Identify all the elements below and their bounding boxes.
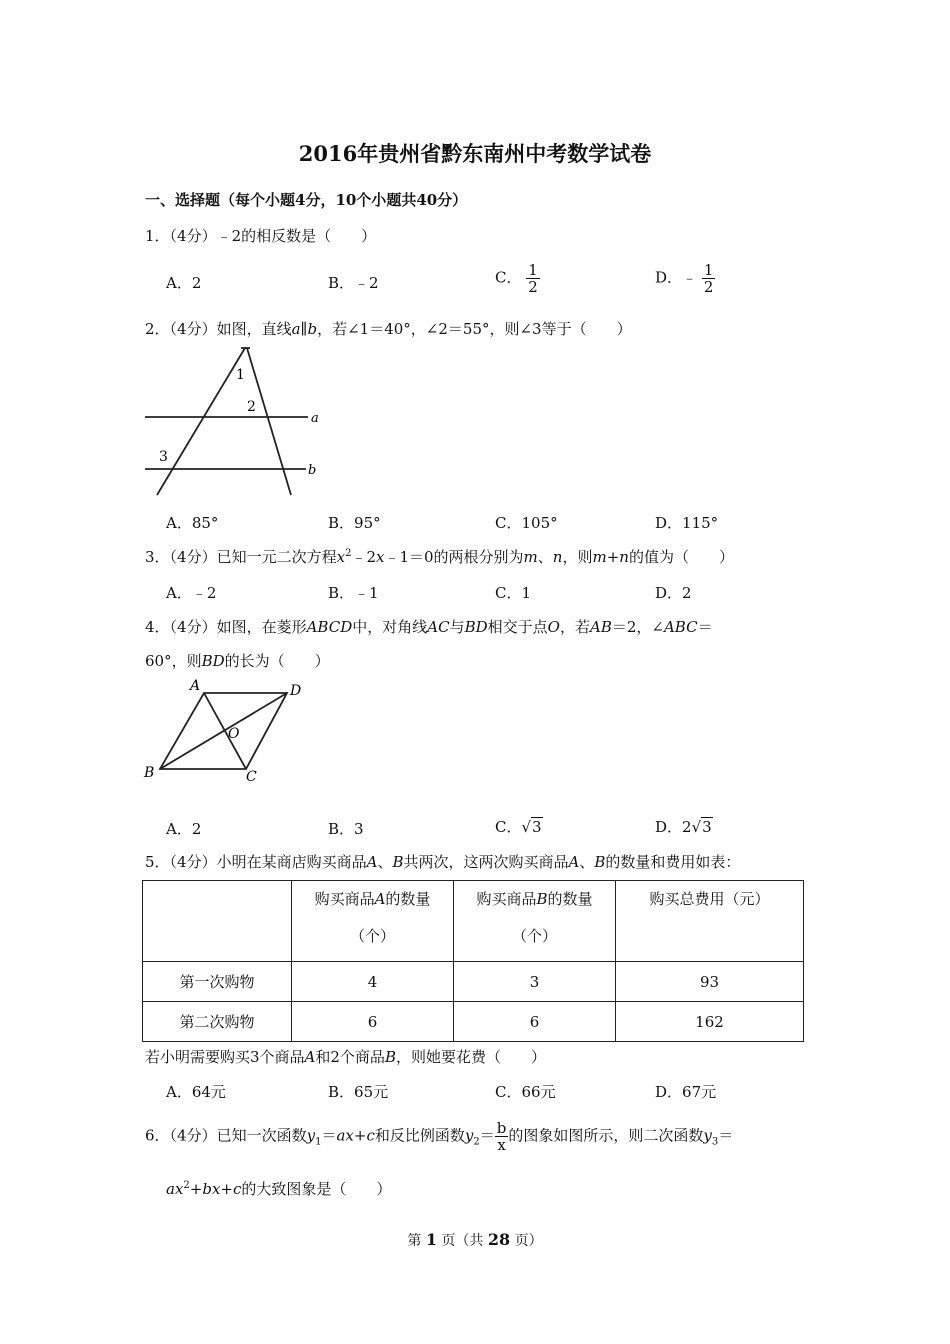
cell-cost: 93 <box>616 962 804 1002</box>
q3-option-a: A．﹣2 <box>166 584 217 602</box>
q3-option-c: C．1 <box>495 584 532 602</box>
q5-option-c: C．66元 <box>495 1083 556 1101</box>
q1-option-d: D．﹣ $\frac{1}{2}$ <box>655 261 714 296</box>
row-label: 第一次购物 <box>143 962 292 1002</box>
question-4-line-1: 4．（4分）如图，在菱形ABCD中，对角线AC与BD相交于点O，若AB＝2，∠ABC＝ <box>145 618 713 636</box>
row-label: 第二次购物 <box>143 1002 292 1042</box>
question-3-text: 3．（4分）已知一元二次方程$x^2﹣2x﹣1=0$的两根分别为m、n，则m+n的值为（ ） <box>145 548 734 566</box>
question-6-line-2: $ax^2+bx+c$的大致图象是（ ） <box>166 1180 392 1198</box>
rhombus-figure <box>140 678 320 788</box>
q1-option-c: C． $\frac{1}{2}$ <box>495 261 538 296</box>
header-total-cost: 购买总费用（元） <box>616 881 804 962</box>
section-heading: 一、选择题（每个小题4分，10个小题共40分） <box>145 191 468 209</box>
table-row <box>143 1002 804 1042</box>
transversal-left <box>157 348 245 495</box>
fraction: $\frac{1}{2}$ <box>703 261 714 296</box>
q4-option-a: A．2 <box>166 820 202 838</box>
q4-option-d: D．2√3 <box>655 818 712 836</box>
line-b-label: b <box>308 463 317 478</box>
q4-option-b: B．3 <box>328 820 364 838</box>
question-2-text: 2．（4分）如图，直线a∥b，若∠1＝40°，∠2＝55°，则∠3等于（ ） <box>145 320 632 338</box>
angle-1-label: 1 <box>236 367 245 383</box>
sqrt-symbol: √3 <box>691 818 712 836</box>
q5-option-d: D．67元 <box>655 1083 717 1101</box>
vertex-c-label: C <box>246 769 257 785</box>
q5-option-a: A．64元 <box>166 1083 226 1101</box>
question-5-followup: 若小明需要购买3个商品A和2个商品B，则她要花费（ ） <box>145 1048 546 1066</box>
cell-b: 6 <box>454 1002 616 1042</box>
q1-option-a: A．2 <box>166 274 202 292</box>
cell-a: 6 <box>292 1002 454 1042</box>
parallel-lines-figure <box>140 345 330 500</box>
q3-option-b: B．﹣1 <box>328 584 379 602</box>
vertex-a-label: A <box>190 678 201 694</box>
cell-cost: 162 <box>616 1002 804 1042</box>
vertex-d-label: D <box>290 683 302 699</box>
fraction: $\frac{b}{x}$ <box>496 1119 507 1154</box>
question-6-line-1: 6．（4分）已知一次函数$y_1=ax+c$和反比例函数$y_2=$ $\frac{b}{x}$ 的图象如图所示，则二次函数$y_3=$ <box>145 1119 734 1154</box>
header-a-qty: 购买商品A的数量 （个） <box>292 881 454 962</box>
q2-option-a: A．85° <box>166 514 219 532</box>
fraction: $\frac{1}{2}$ <box>528 261 538 296</box>
q5-option-b: B．65元 <box>328 1083 389 1101</box>
q2-option-d: D．115° <box>655 514 719 532</box>
angle-2-label: 2 <box>247 399 256 415</box>
center-o-label: O <box>228 726 240 742</box>
question-1-text: 1．（4分）﹣2的相反数是（ ） <box>145 227 377 245</box>
question-5-text: 5．（4分）小明在某商店购买商品A、B共两次，这两次购买商品A、B的数量和费用如表： <box>145 853 741 871</box>
page-footer: 第 1 页（共 28 页） <box>407 1230 543 1249</box>
cell-b: 3 <box>454 962 616 1002</box>
q2-option-b: B．95° <box>328 514 381 532</box>
transversal-right <box>247 348 291 495</box>
q3-option-d: D．2 <box>655 584 692 602</box>
page-title: 2016年贵州省黔东南州中考数学试卷 <box>298 141 652 166</box>
table-header-row <box>143 881 804 962</box>
angle-3-label: 3 <box>159 449 168 465</box>
question-4-line-2: 60°，则BD的长为（ ） <box>145 652 330 670</box>
purchase-table <box>142 880 804 1042</box>
vertex-b-label: B <box>144 765 155 781</box>
table-row <box>143 962 804 1002</box>
table-corner-cell <box>143 881 292 962</box>
diagonal-bd <box>160 693 287 769</box>
q4-option-c: C．√3 <box>495 818 542 836</box>
sqrt-symbol: √3 <box>521 818 542 836</box>
q2-option-c: C．105° <box>495 514 558 532</box>
cell-a: 4 <box>292 962 454 1002</box>
q1-option-b: B．﹣2 <box>328 274 379 292</box>
header-b-qty: 购买商品B的数量 （个） <box>454 881 616 962</box>
line-a-label: a <box>311 411 319 426</box>
